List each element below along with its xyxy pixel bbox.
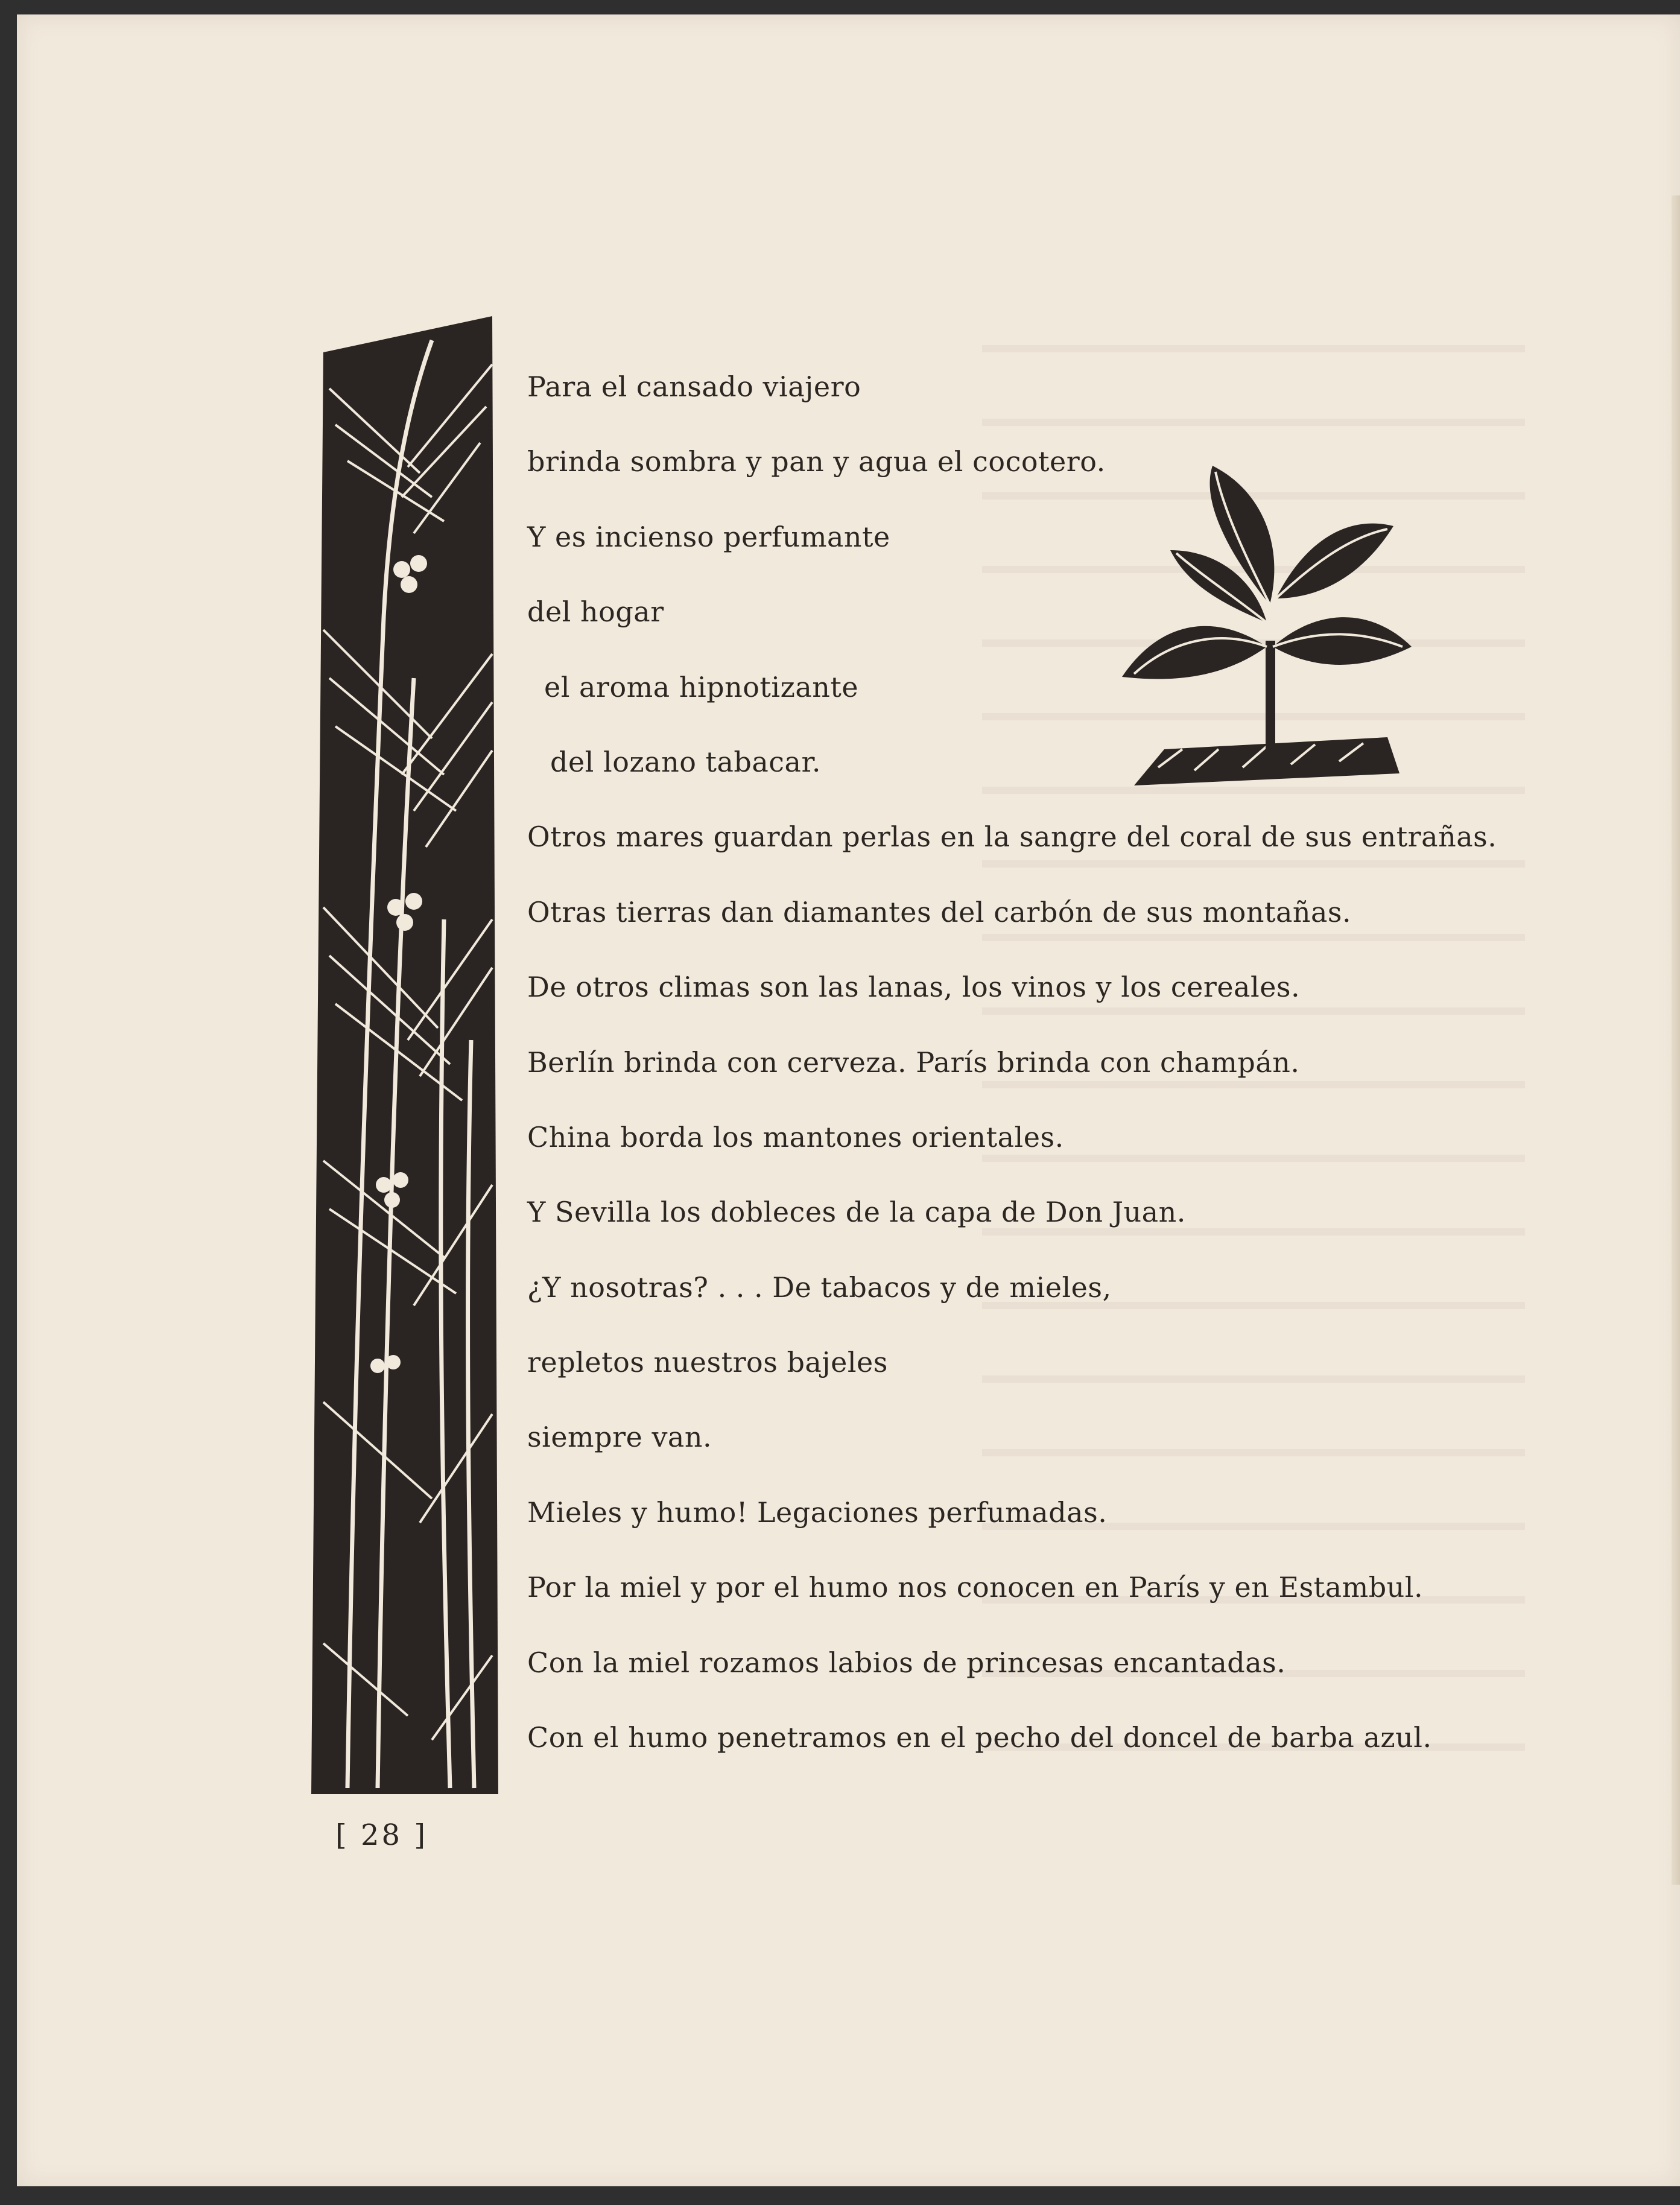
poem-line: Y es incienso perfumante xyxy=(527,520,890,553)
book-page xyxy=(17,14,1680,2186)
page-edge xyxy=(1672,195,1680,1885)
poem-line: China borda los mantones orientales. xyxy=(527,1120,1064,1153)
poem-line: el aroma hipnotizante xyxy=(544,670,859,703)
poem-line: Berlín brinda con cerveza. París brinda con champán. xyxy=(527,1045,1300,1079)
poem-line: brinda sombra y pan y agua el cocotero. xyxy=(527,445,1106,478)
poem-line: ¿Y nosotras? . . . De tabacos y de mieles, xyxy=(527,1271,1112,1304)
poem-line: siempre van. xyxy=(527,1421,712,1454)
poem-line: Por la miel y por el humo nos conocen en París y en Estambul. xyxy=(527,1571,1424,1604)
poem-line: repletos nuestros bajeles xyxy=(527,1346,888,1379)
poem-line: del lozano tabacar. xyxy=(550,745,822,778)
poem-line: Otras tierras dan diamantes del carbón de sus montañas. xyxy=(527,895,1352,928)
page-number: [ 28 ] xyxy=(335,1818,428,1852)
poem-line: Con el humo penetramos en el pecho del doncel de barba azul. xyxy=(527,1721,1432,1754)
palm-tree-woodcut-icon xyxy=(311,316,510,1794)
poem-line: De otros climas son las lanas, los vinos y los cereales. xyxy=(527,971,1301,1004)
poem-line: Y Sevilla los dobleces de la capa de Don Juan. xyxy=(527,1196,1186,1229)
poem-line: Para el cansado viajero xyxy=(527,370,861,403)
poem-line: Mieles y humo! Legaciones perfumadas. xyxy=(527,1496,1108,1529)
poem-line: del hogar xyxy=(527,595,664,629)
poem-line: Con la miel rozamos labios de princesas encantadas. xyxy=(527,1646,1286,1679)
poem-text xyxy=(527,362,1497,1788)
poem-line: Otros mares guardan perlas en la sangre del coral de sus entrañas. xyxy=(527,820,1497,854)
